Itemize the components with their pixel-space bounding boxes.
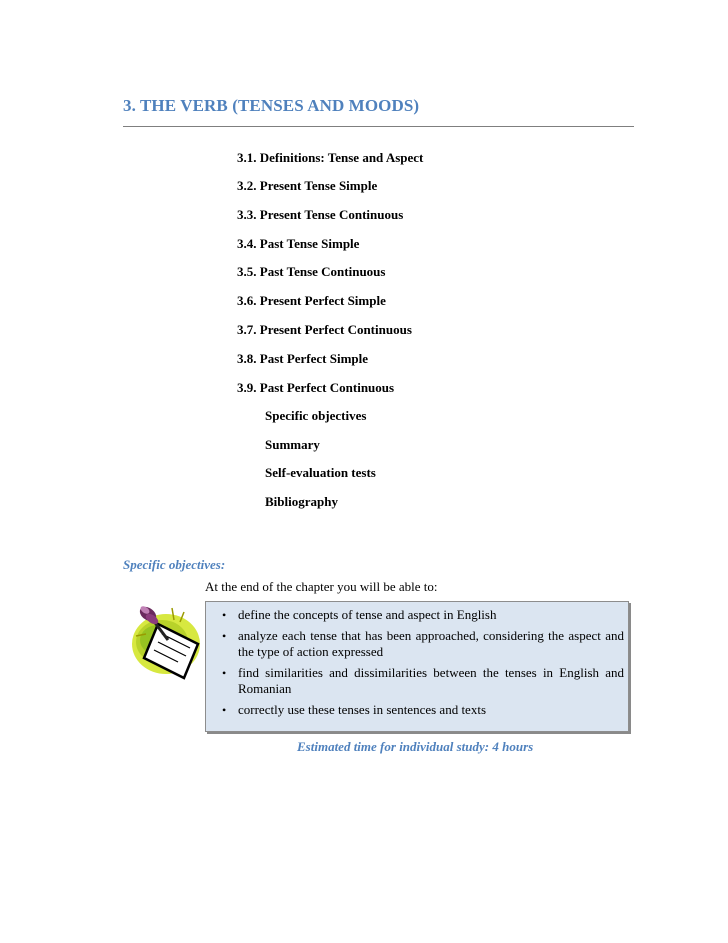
toc-item-3-9[interactable]: 3.9. Past Perfect Continuous	[237, 380, 395, 395]
objective-item	[206, 628, 628, 660]
toc-item-3-8[interactable]: 3.8. Past Perfect Simple	[237, 351, 369, 366]
toc-item-3-5[interactable]: 3.5. Past Tense Continuous	[237, 264, 386, 279]
objective-text: define the concepts of tense and aspect in English	[238, 607, 497, 622]
toc-item-3-6[interactable]: 3.6. Present Perfect Simple	[237, 293, 386, 308]
chapter-heading: 3. THE VERB (TENSES AND MOODS)	[123, 96, 420, 115]
objectives-intro: At the end of the chapter you will be able to:	[205, 579, 438, 594]
bullet: •	[222, 608, 227, 622]
toc-item-3-1[interactable]: 3.1. Definitions: Tense and Aspect	[237, 150, 424, 165]
toc-item-self-evaluation-tests[interactable]: Self-evaluation tests	[265, 465, 376, 480]
toc-item-3-4[interactable]: 3.4. Past Tense Simple	[237, 236, 360, 251]
bullet: •	[222, 629, 227, 643]
objective-text: find similarities and dissimilarities between the tenses in English and Romanian	[238, 665, 624, 696]
objective-text: correctly use these tenses in sentences and texts	[238, 702, 486, 717]
toc-item-3-3[interactable]: 3.3. Present Tense Continuous	[237, 207, 404, 222]
objective-item	[206, 607, 628, 623]
toc-item-specific-objectives[interactable]: Specific objectives	[265, 408, 367, 423]
heading-divider	[123, 126, 634, 127]
estimated-time-note: Estimated time for individual study: 4 hours	[297, 739, 534, 754]
objectives-label: Specific objectives:	[123, 557, 226, 572]
toc-item-summary[interactable]: Summary	[265, 437, 320, 452]
pushpin-note-icon	[128, 600, 214, 686]
bullet: •	[222, 703, 227, 717]
objective-item	[206, 665, 628, 697]
toc-item-3-7[interactable]: 3.7. Present Perfect Continuous	[237, 322, 412, 337]
objective-item	[206, 702, 628, 718]
toc-item-3-2[interactable]: 3.2. Present Tense Simple	[237, 178, 378, 193]
objective-text: analyze each tense that has been approached, considering the aspect and the type of action expressed	[238, 628, 624, 659]
objectives-box	[205, 601, 629, 732]
bullet: •	[222, 666, 227, 680]
toc-item-bibliography[interactable]: Bibliography	[265, 494, 338, 509]
objectives-list	[206, 607, 628, 723]
